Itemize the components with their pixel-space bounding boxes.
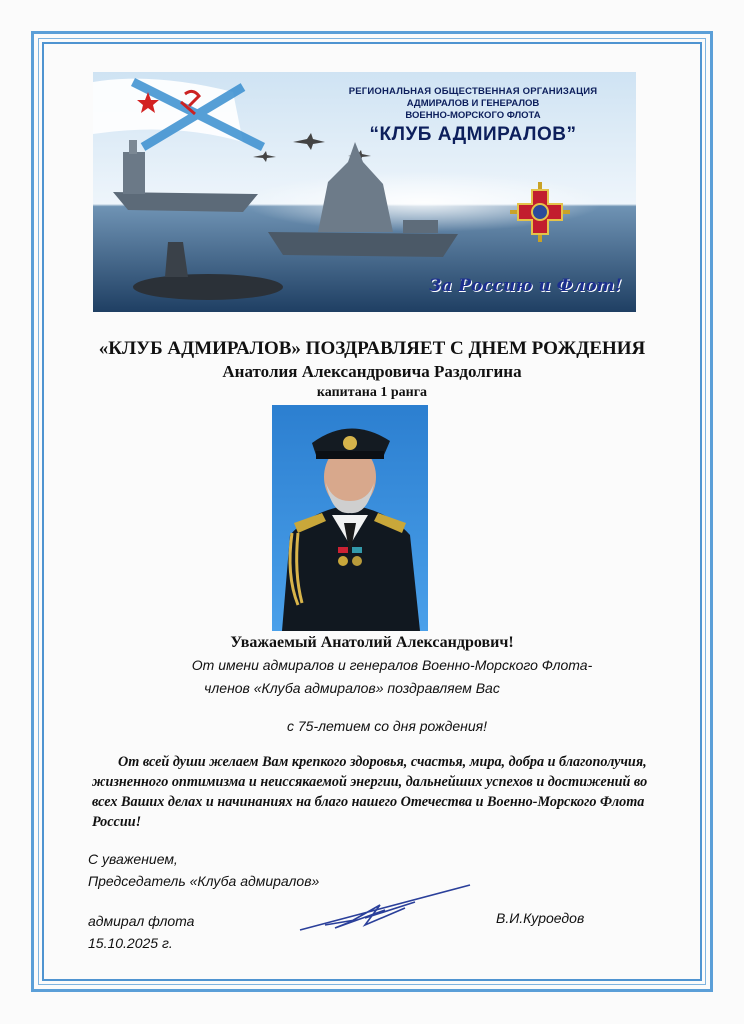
- heading-rank: капитана 1 ранга: [316, 385, 428, 400]
- org-line-3: ВОЕННО-МОРСКОГО ФЛОТА: [405, 110, 541, 121]
- org-name: “КЛУБ АДМИРАЛОВ”: [369, 124, 577, 145]
- org-line-2: АДМИРАЛОВ И ГЕНЕРАЛОВ: [406, 98, 540, 109]
- regards-block: [88, 848, 319, 892]
- signer-name: В.И.Куроедов: [496, 910, 585, 926]
- intro-line-1: От имени адмиралов и генералов Военно-Морского Флота-: [191, 657, 593, 673]
- organization-title: [328, 86, 618, 146]
- org-line-1: РЕГИОНАЛЬНАЯ ОБЩЕСТВЕННАЯ ОРГАНИЗАЦИЯ: [348, 86, 598, 97]
- signer-rank: адмирал флота: [88, 913, 195, 929]
- chair-title: Председатель «Клуба адмиралов»: [88, 873, 320, 889]
- intro-line-2: членов «Клуба адмиралов» поздравляем Вас: [204, 680, 500, 696]
- anniversary-line: с 75-летием со дня рождения!: [287, 718, 487, 734]
- header-banner: [93, 72, 636, 312]
- regards-text: С уважением,: [88, 851, 178, 867]
- heading-title: «КЛУБ АДМИРАЛОВ» ПОЗДРАВЛЯЕТ С ДНЕМ РОЖДЕНИЯ: [98, 338, 646, 359]
- signer-rank-block: [88, 910, 194, 954]
- wishes-paragraph: [92, 752, 662, 832]
- letter-date: 15.10.2025 г.: [88, 935, 173, 951]
- heading-name: Анатолия Александровича Раздолгина: [222, 362, 522, 381]
- portrait-photo: [272, 405, 428, 631]
- greeting: Уважаемый Анатолий Александрович!: [230, 634, 514, 651]
- signature-icon: [295, 880, 475, 940]
- banner-motto: За Россию и Флот!: [429, 276, 622, 296]
- wishes-text: От всей души желаем Вам крепкого здоровья, счастья, мира, добра и благополучия, жизненного оптимизма и неиссякаемой энергии, дальнейших успехов и достижений во всех Ваших делах и начинаниях на благо нашего Отечества и Военно-Морского Флота России!: [92, 754, 648, 830]
